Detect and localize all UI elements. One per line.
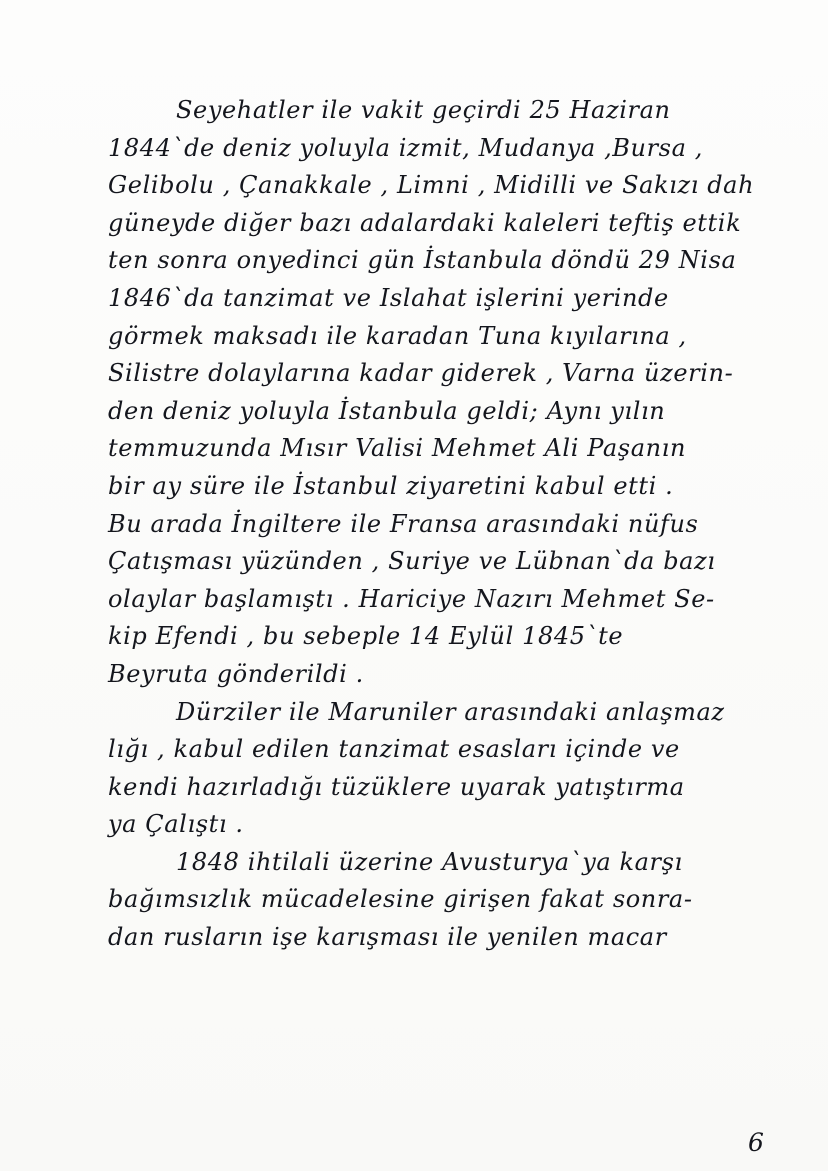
text-line: 1844`de deniz yoluyla izmit, Mudanya ,Bursa , (108, 133, 703, 162)
text-line: bağımsızlık mücadelesine girişen fakat sonra- (108, 885, 693, 914)
text-line: Beyruta gönderildi . (108, 659, 364, 688)
text-line: güneyde diğer bazı adalardaki kaleleri teftiş ettik (108, 208, 742, 237)
text-line: kendi hazırladığı tüzüklere uyarak yatıştırma (108, 772, 685, 801)
text-line: 1846`da tanzimat ve Islahat işlerini yerinde (108, 283, 669, 312)
text-line: Bu arada İngiltere ile Fransa arasındaki nüfus (108, 509, 699, 538)
text-line: ya Çalıştı . (108, 810, 244, 839)
text-line: dan rusların işe karışması ile yenilen macar (108, 923, 667, 952)
text-line: kip Efendi , bu sebeple 14 Eylül 1845`te (108, 622, 624, 651)
text-line: olaylar başlamıştı . Hariciye Nazırı Mehmet Se- (108, 584, 715, 613)
text-line: Silistre dolaylarına kadar giderek , Varna üzerin- (108, 359, 734, 388)
text-line: lığı , kabul edilen tanzimat esasları içinde ve (108, 735, 680, 764)
text-line: den deniz yoluyla İstanbula geldi; Aynı yılın (108, 396, 666, 425)
text-line: Dürziler ile Maruniler arasındaki anlaşmaz (176, 697, 725, 726)
text-line: ten sonra onyedinci gün İstanbula döndü 29 Nisa (108, 246, 737, 275)
text-line: Çatışması yüzünden , Suriye ve Lübnan`da bazı (108, 547, 716, 576)
page-number: 6 (748, 1128, 764, 1157)
text-line: Seyehatler ile vakit geçirdi 25 Haziran (176, 96, 671, 124)
text-line: 1848 ihtilali üzerine Avusturya`ya karşı (176, 847, 683, 876)
text-line: bir ay süre ile İstanbul ziyaretini kabul etti . (108, 471, 674, 500)
text-line: görmek maksadı ile karadan Tuna kıyılarına , (108, 321, 687, 350)
text-line: temmuzunda Mısır Valisi Mehmet Ali Paşanın (108, 434, 687, 463)
text-line: Gelibolu , Çanakkale , Limni , Midilli ve Sakızı dah (108, 171, 755, 200)
handwritten-text (108, 92, 818, 957)
